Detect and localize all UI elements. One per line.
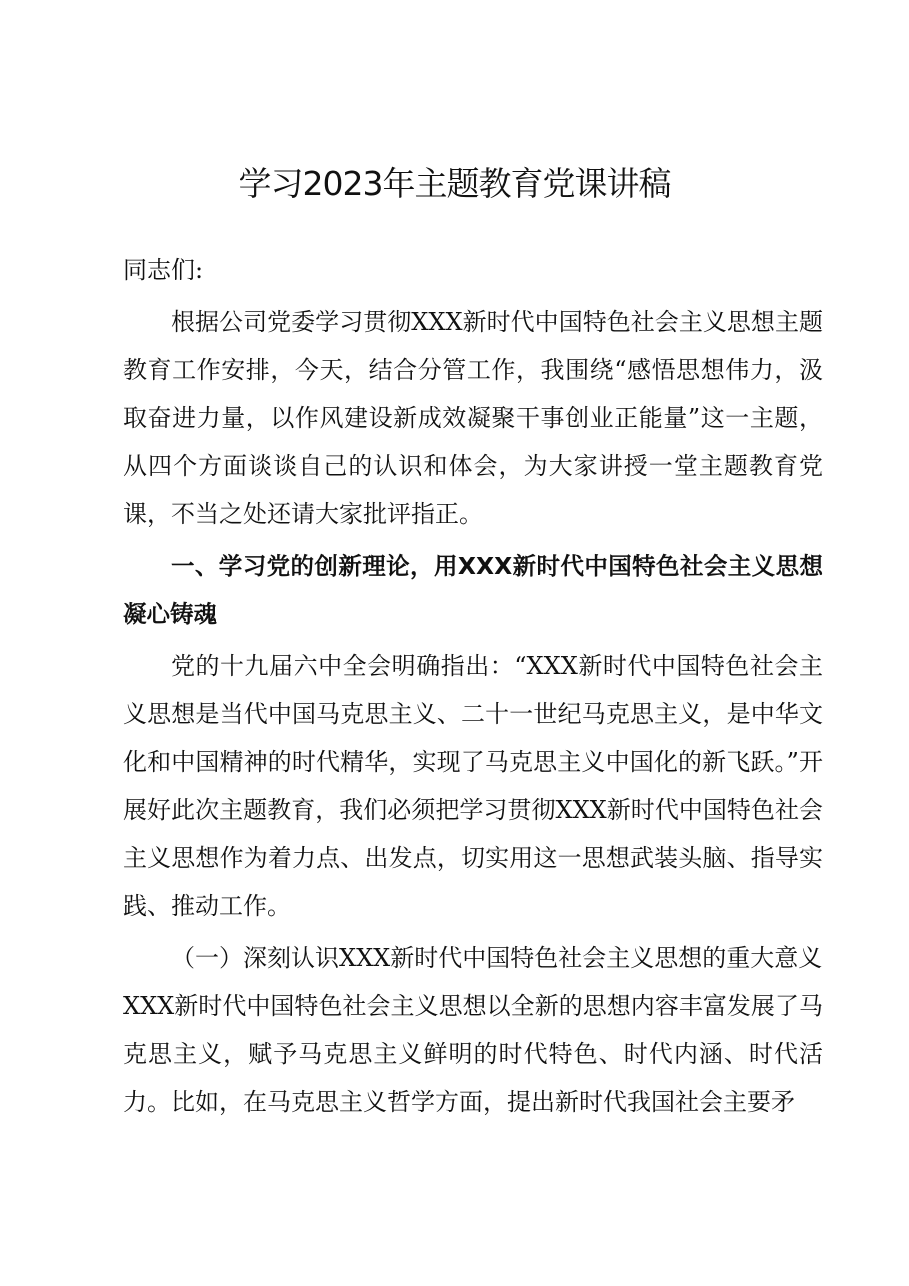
subsection-heading-1: （一）深刻认识XXX新时代中国特色社会主义思想的重大意义 <box>171 944 823 972</box>
section-1-paragraph: 党的十九届六中全会明确指出：“XXX新时代中国特色社会主义思想是当代中国马克思主义、二十一世纪马克思主义，是中华文化和中国精神的时代精华，实现了马克思主义中国化的新飞跃。”开展好此次主题教育，我们必须把学习贯彻XXX新时代中国特色社会主义思想作为着力点、出发点，切实用这一思想武装头脑、指导实践、推动工作。 <box>123 652 823 920</box>
document-title: 学习2023年主题教育党课讲稿 <box>238 164 671 203</box>
document-body <box>123 246 823 1126</box>
intro-paragraph: 根据公司党委学习贯彻XXX新时代中国特色社会主义思想主题教育工作安排，今天，结合分管工作，我围绕“感悟思想伟力，汲取奋进力量，以作风建设新成效凝聚干事创业正能量”这一主题，从四个方面谈谈自己的认识和体会，为大家讲授一堂主题教育党课，不当之处还请大家批评指正。 <box>123 308 823 528</box>
subsection-1-paragraph: XXX新时代中国特色社会主义思想以全新的思想内容丰富发展了马克思主义，赋予马克思主义鲜明的时代特色、时代内涵、时代活力。比如，在马克思主义哲学方面，提出新时代我国社会主要矛 <box>123 992 823 1116</box>
salutation: 同志们: <box>123 256 204 284</box>
section-heading-1: 一、学习党的创新理论，用XXX新时代中国特色社会主义思想凝心铸魂 <box>123 552 823 628</box>
